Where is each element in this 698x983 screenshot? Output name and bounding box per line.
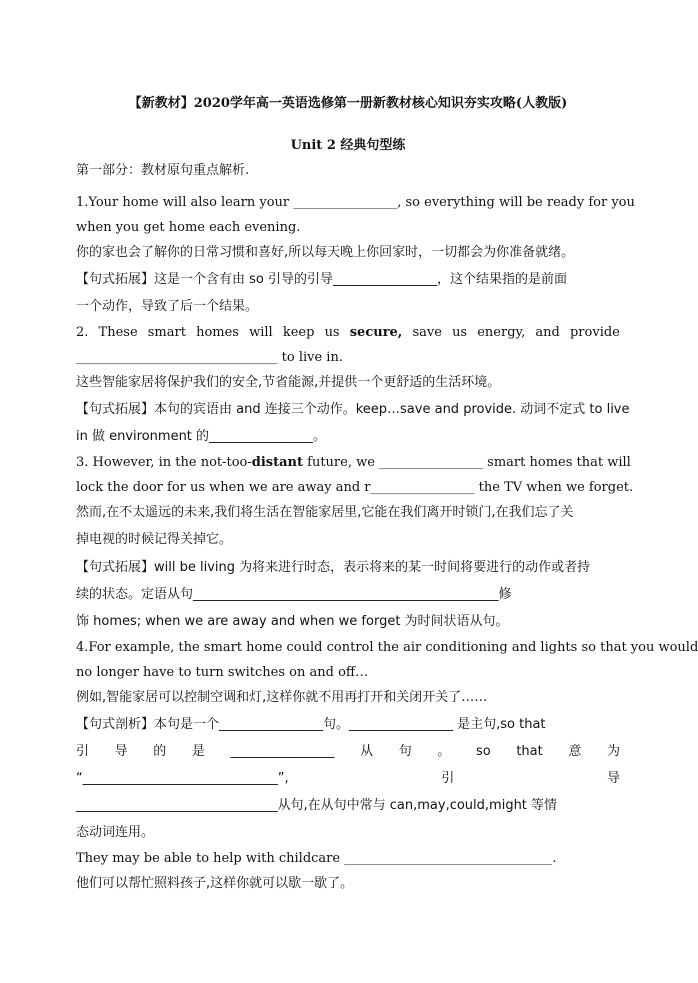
item3-chinese-line1: 然而,在不太遥远的未来,我们将生活在智能家居里,它能在我们离开时锁门,在我们忘了关 bbox=[76, 505, 574, 520]
item4-analysis-token: so bbox=[475, 744, 491, 759]
item2-word: smart bbox=[147, 325, 186, 340]
item2-word: homes bbox=[196, 325, 239, 340]
item4-analysis-token: 从 bbox=[360, 744, 374, 759]
item2-word: us bbox=[452, 325, 468, 340]
item2-word: energy, bbox=[477, 325, 526, 340]
item3-chinese-line2: 掉电视的时候记得关掉它。 bbox=[76, 532, 233, 547]
item2-chinese-translation: 这些智能家居将保护我们的安全,节省能源,并提供一个更舒适的生活环境。 bbox=[76, 375, 501, 390]
item1-english-line2: when you get home each evening. bbox=[76, 220, 301, 235]
item4-analysis-token: 。 bbox=[437, 744, 451, 759]
item4-analysis-token: 句 bbox=[398, 744, 412, 759]
section-heading: 第一部分：教材原句重点解析. bbox=[76, 163, 250, 178]
item1-chinese-translation: 你的家也会了解你的日常习惯和喜好,所以每天晚上你回家时，一切都会为你准备就绪。 bbox=[76, 245, 575, 260]
item4-example-english: They may be able to help with childcare ________________________________. bbox=[76, 851, 557, 866]
item1-extension-line2: 一个动作，导致了后一个结果。 bbox=[76, 299, 259, 314]
item1-extension-line1: 【句式拓展】这是一个含有由 so 引导的引导________________，这个结果指的是前面 bbox=[76, 272, 567, 287]
item2-extension-line1: 【句式拓展】本句的宾语由 and 连接三个动作。keep…save and provide. 动词不定式 to live bbox=[76, 402, 630, 417]
item2-word: us bbox=[324, 325, 340, 340]
item3-extension-line3: 饰 homes; when we are away and when we forget 为时间状语从句。 bbox=[76, 614, 509, 629]
item4-analysis-token: 是 bbox=[191, 744, 205, 759]
item2-word: save bbox=[412, 325, 442, 340]
item4-analysis-line5: 态动词连用。 bbox=[76, 825, 155, 840]
item4-analysis-token: 的 bbox=[153, 744, 167, 759]
item4-analysis-line2 bbox=[76, 743, 620, 761]
item3-extension-line2: 续的状态。定语从句_______________________________________________修 bbox=[76, 587, 512, 602]
item4-analysis-line3 bbox=[76, 770, 620, 788]
item4-chinese-translation: 例如,智能家居可以控制空调和灯,这样你就不用再打开和关闭开关了…… bbox=[76, 690, 488, 705]
document-title: 【新教材】2020学年高一英语选修第一册新教材核心知识夯实攻略(人教版) bbox=[128, 96, 568, 111]
item2-english-line2: _______________________________ to live in. bbox=[76, 350, 343, 365]
item3-english-line1 bbox=[76, 454, 631, 472]
item2-word: 2. bbox=[76, 325, 89, 340]
item3-line1-suffix: future, we ________________ smart homes that will bbox=[303, 455, 631, 470]
item2-english-line1 bbox=[76, 324, 620, 342]
item2-word: will bbox=[249, 325, 273, 340]
item4-analysis-token: 导 bbox=[114, 744, 128, 759]
item4-analysis-blank: “______________________________”, bbox=[76, 771, 289, 786]
item3-extension-line1: 【句式拓展】will be living 为将来进行时态，表示将来的某一时间将要进行的动作或者持 bbox=[76, 560, 591, 575]
item4-analysis-token: that bbox=[516, 744, 543, 759]
item3-line1-prefix: 3. However, in the not-too- bbox=[76, 455, 252, 470]
item4-analysis-token: 意 bbox=[568, 744, 582, 759]
document-subtitle: Unit 2 经典句型练 bbox=[290, 138, 406, 153]
item2-word: These bbox=[98, 325, 138, 340]
item4-analysis-token: 引 bbox=[76, 744, 90, 759]
item4-example-chinese: 他们可以帮忙照料孩子,这样你就可以歇一歇了。 bbox=[76, 876, 354, 891]
item4-analysis-line4: _______________________________从句,在从句中常与 can,may,could,might 等情 bbox=[76, 798, 558, 813]
item4-english-line1: 4.For example, the smart home could control the air conditioning and lights so that you would bbox=[76, 640, 698, 655]
item2-word: and bbox=[535, 325, 560, 340]
item2-bold-word: secure, bbox=[349, 325, 403, 340]
item4-analysis-blank: ________________ bbox=[230, 744, 335, 759]
item4-analysis-line1: 【句式剖析】本句是一个________________句。________________ 是主句,so that bbox=[76, 717, 546, 732]
item3-english-line2: lock the door for us when we are away and r________________ the TV when we forget. bbox=[76, 480, 634, 495]
item1-english-line1: 1.Your home will also learn your ________________, so everything will be ready for you bbox=[76, 195, 635, 210]
item2-word: keep bbox=[282, 325, 315, 340]
item3-bold-word: distant bbox=[251, 455, 304, 470]
item4-analysis-token: 引 bbox=[441, 771, 455, 786]
item2-word: provide bbox=[569, 325, 620, 340]
item4-english-line2: no longer have to turn switches on and off… bbox=[76, 665, 369, 680]
item2-extension-line2: in 做 environment 的________________。 bbox=[76, 429, 327, 444]
item4-analysis-token: 为 bbox=[606, 744, 620, 759]
item4-analysis-token: 导 bbox=[606, 771, 620, 786]
